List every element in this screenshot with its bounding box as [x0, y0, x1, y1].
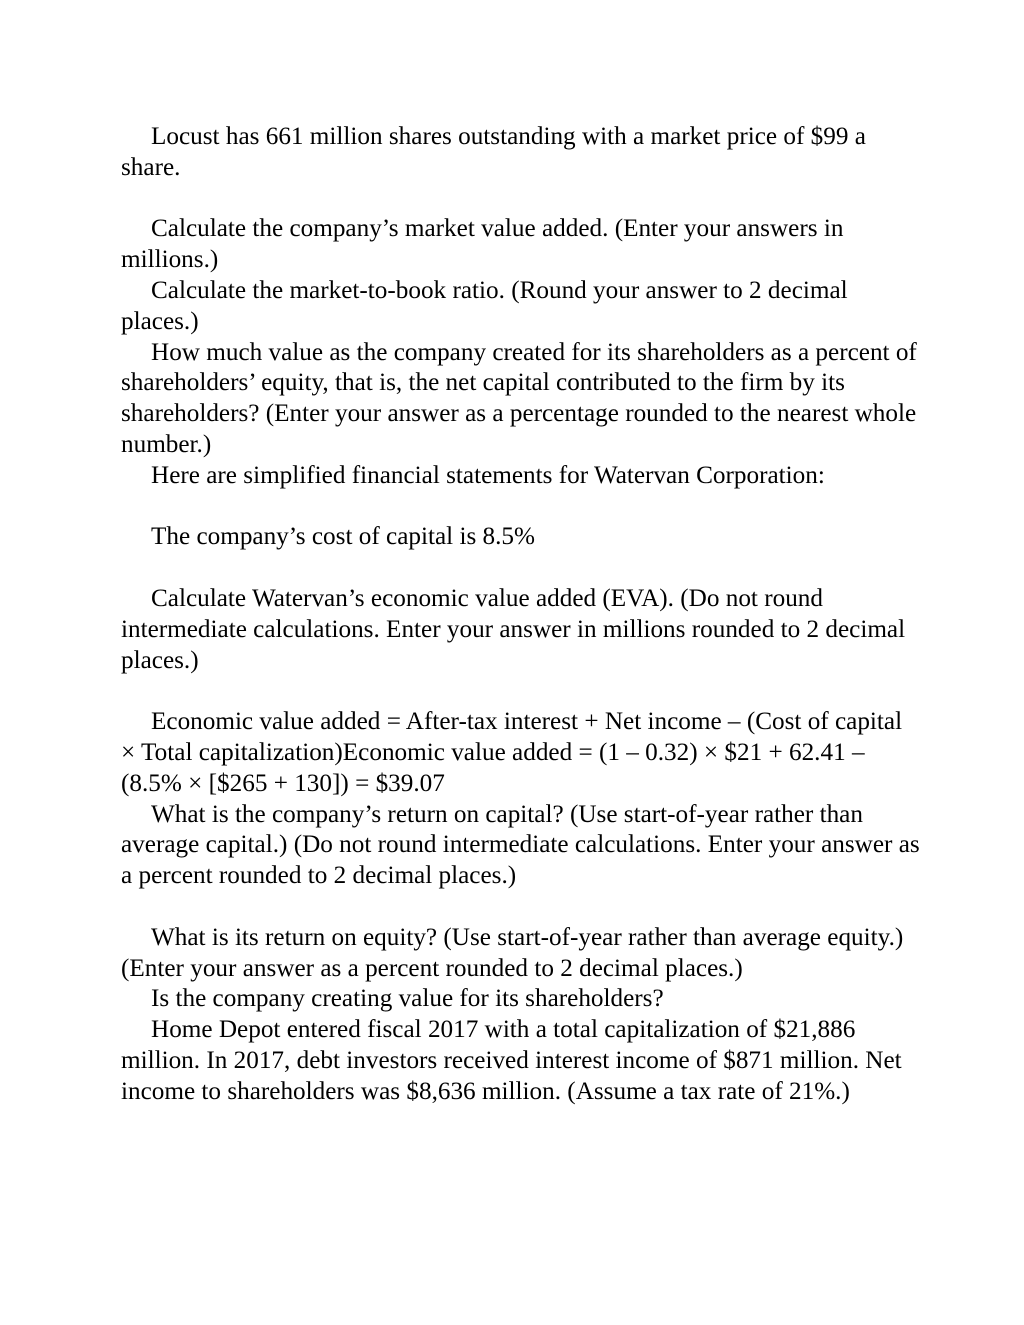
blank-line: [121, 492, 921, 523]
paragraph-market-to-book: Calculate the market-to-book ratio. (Round your answer to 2 decimal places.): [121, 276, 848, 335]
document-body: [121, 122, 921, 1108]
paragraph-market-value-added: Calculate the company’s market value added. (Enter your answers in millions.): [121, 215, 844, 274]
paragraph-eva-formula: Economic value added = After-tax interest + Net income – (Cost of capital × Total capitalization)Economic value added = (1 – 0.32) × $21 + 62.41 – (8.5% × [$265 + 130]) = $39.07: [121, 708, 903, 797]
blank-line: [121, 676, 921, 707]
blank-line: [121, 892, 921, 923]
blank-line: [121, 553, 921, 584]
paragraph-watervan-statements: Here are simplified financial statements for Watervan Corporation:: [151, 461, 825, 489]
paragraph-home-depot: Home Depot entered fiscal 2017 with a total capitalization of $21,886 million. In 2017, debt investors received interest income of $871 million. Net income to shareholders was $8,636 million. (Assume a tax rate of 21%.): [121, 1016, 902, 1105]
blank-line: [121, 184, 921, 215]
paragraph-calculate-eva: Calculate Watervan’s economic value added (EVA). (Do not round intermediate calculations. Enter your answer in millions rounded to 2 decimal places.): [121, 584, 906, 674]
paragraph-locust-shares: Locust has 661 million shares outstanding with a market price of $99 a share.: [121, 123, 866, 181]
paragraph-creating-value: Is the company creating value for its shareholders?: [151, 985, 664, 1013]
paragraph-return-on-equity: What is its return on equity? (Use start-of-year rather than average equity.) (Enter your answer as a percent rounded to 2 decimal places.): [121, 923, 904, 982]
paragraph-value-created: How much value as the company created for its shareholders as a percent of shareholders’ equity, that is, the net capital contributed to the firm by its shareholders? (Enter your answer as a percentage rounded to the nearest whole number.): [121, 338, 917, 458]
paragraph-cost-of-capital: The company’s cost of capital is 8.5%: [151, 523, 536, 551]
paragraph-return-on-capital: What is the company’s return on capital? (Use start-of-year rather than average capital.) (Do not round intermediate calculations. Enter your answer as a percent rounded to 2 decimal places.): [121, 800, 920, 890]
